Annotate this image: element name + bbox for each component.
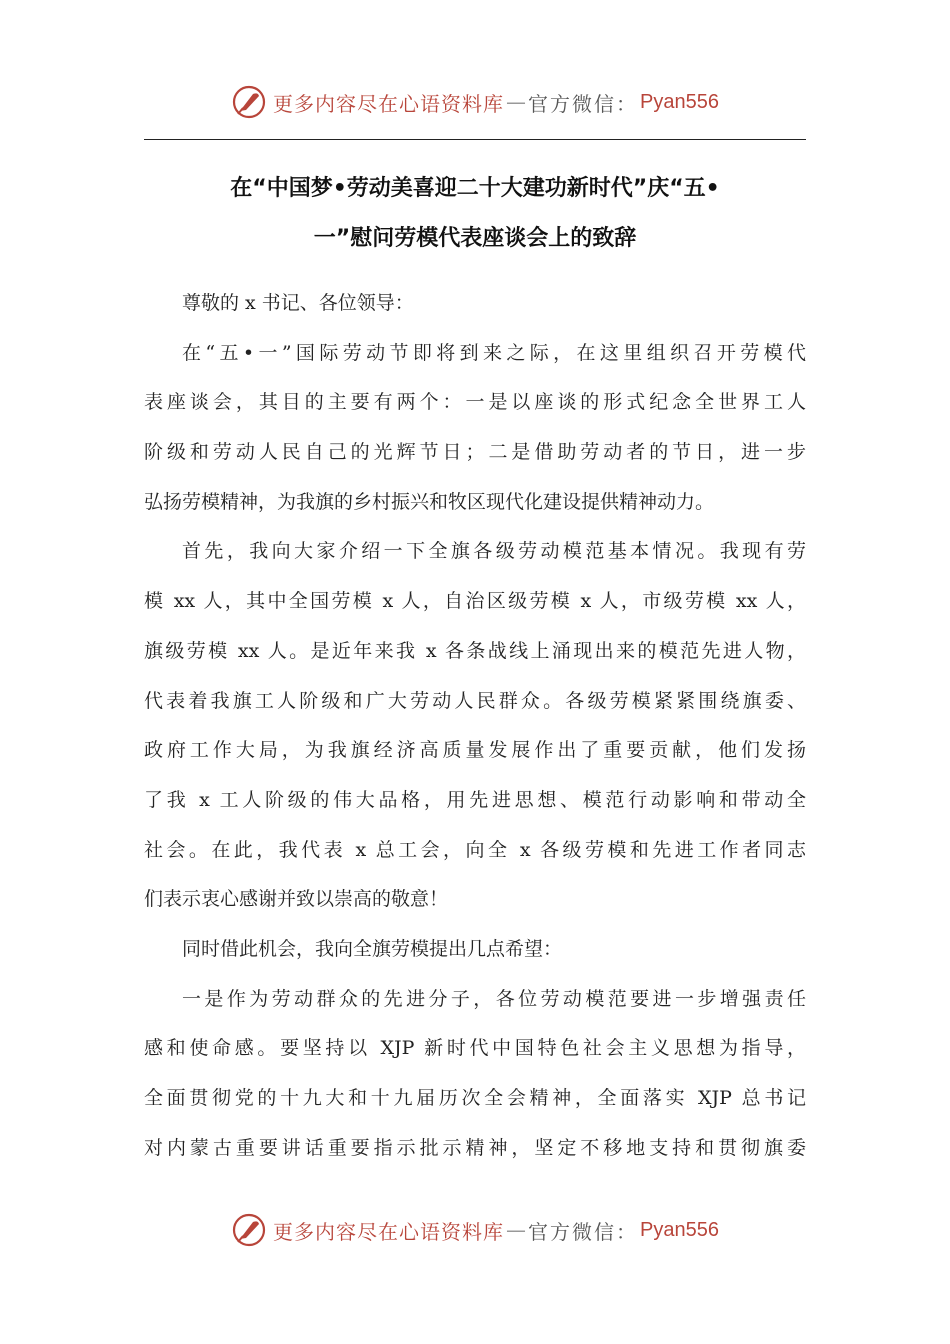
- body-line: 对内蒙古重要讲话重要指示批示精神，坚定不移地支持和贯彻旗委: [144, 1136, 806, 1159]
- body-line: 首先，我向大家介绍一下全旗各级劳动模范基本情况。我现有劳: [182, 540, 806, 563]
- banner-dash: —: [506, 1218, 527, 1242]
- body-line: 一是作为劳动群众的先进分子，各位劳动模范要进一步增强责任: [182, 987, 806, 1010]
- banner-wechat-label: 官方微信：: [528, 1219, 639, 1244]
- body-line: 模 xx 人，其中全国劳模 x 人，自治区级劳模 x 人，市级劳模 xx 人，: [144, 590, 806, 613]
- body-line: 阶级和劳动人民自己的光辉节日；二是借助劳动者的节日，进一步: [144, 441, 806, 464]
- body-line: 社会。在此，我代表 x 总工会，向全 x 各级劳模和先进工作者同志: [144, 838, 806, 861]
- body-line: 代表着我旗工人阶级和广大劳动人民群众。各级劳模紧紧围绕旗委、: [144, 689, 806, 712]
- title-line-2: 一”慰问劳模代表座谈会上的致辞: [313, 226, 637, 251]
- body-line: 全面贯彻党的十九大和十九届历次全会精神，全面落实 XJP 总书记: [144, 1087, 806, 1109]
- banner-wechat-label: 官方微信：: [528, 91, 639, 116]
- body-line: 感和使命感。要坚持以 XJP 新时代中国特色社会主义思想为指导，: [144, 1037, 806, 1060]
- body-line: 同时借此机会，我向全旗劳模提出几点希望：: [182, 937, 563, 960]
- footer-banner: [0, 1208, 950, 1252]
- document-body: [144, 279, 806, 1173]
- banner-brand-text: 更多内容尽在心语资料库: [273, 91, 505, 116]
- body-line: 表座谈会，其目的主要有两个：一是以座谈的形式纪念全世界工人: [144, 391, 806, 414]
- header-divider: [144, 139, 806, 140]
- body-line: 在“五•一”国际劳动节即将到来之际，在这里组织召开劳模代: [182, 341, 806, 364]
- body-line: 们表示衷心感谢并致以崇高的敬意！: [144, 888, 449, 911]
- body-line: 了我 x 工人阶级的伟大品格，用先进思想、模范行动影响和带动全: [144, 788, 806, 811]
- title-line-1: 在“中国梦•劳动美喜迎二十大建功新时代”庆“五•: [230, 176, 720, 201]
- quill-logo-icon: [231, 84, 267, 120]
- banner-dash: —: [506, 90, 527, 114]
- banner-wechat-id: Pyan556: [640, 90, 719, 113]
- body-line: 政府工作大局，为我旗经济高质量发展作出了重要贡献，他们发扬: [144, 739, 806, 762]
- body-line: 旗级劳模 xx 人。是近年来我 x 各条战线上涌现出来的模范先进人物，: [144, 639, 806, 662]
- body-line: 弘扬劳模精神，为我旗的乡村振兴和牧区现代化建设提供精神动力。: [144, 490, 715, 513]
- document-title: [144, 164, 806, 264]
- body-line: 尊敬的 x 书记、各位领导：: [182, 292, 414, 314]
- banner-brand-text: 更多内容尽在心语资料库: [273, 1219, 505, 1244]
- quill-logo-icon: [231, 1212, 267, 1248]
- header-banner: [0, 80, 950, 124]
- banner-wechat-id: Pyan556: [640, 1218, 719, 1241]
